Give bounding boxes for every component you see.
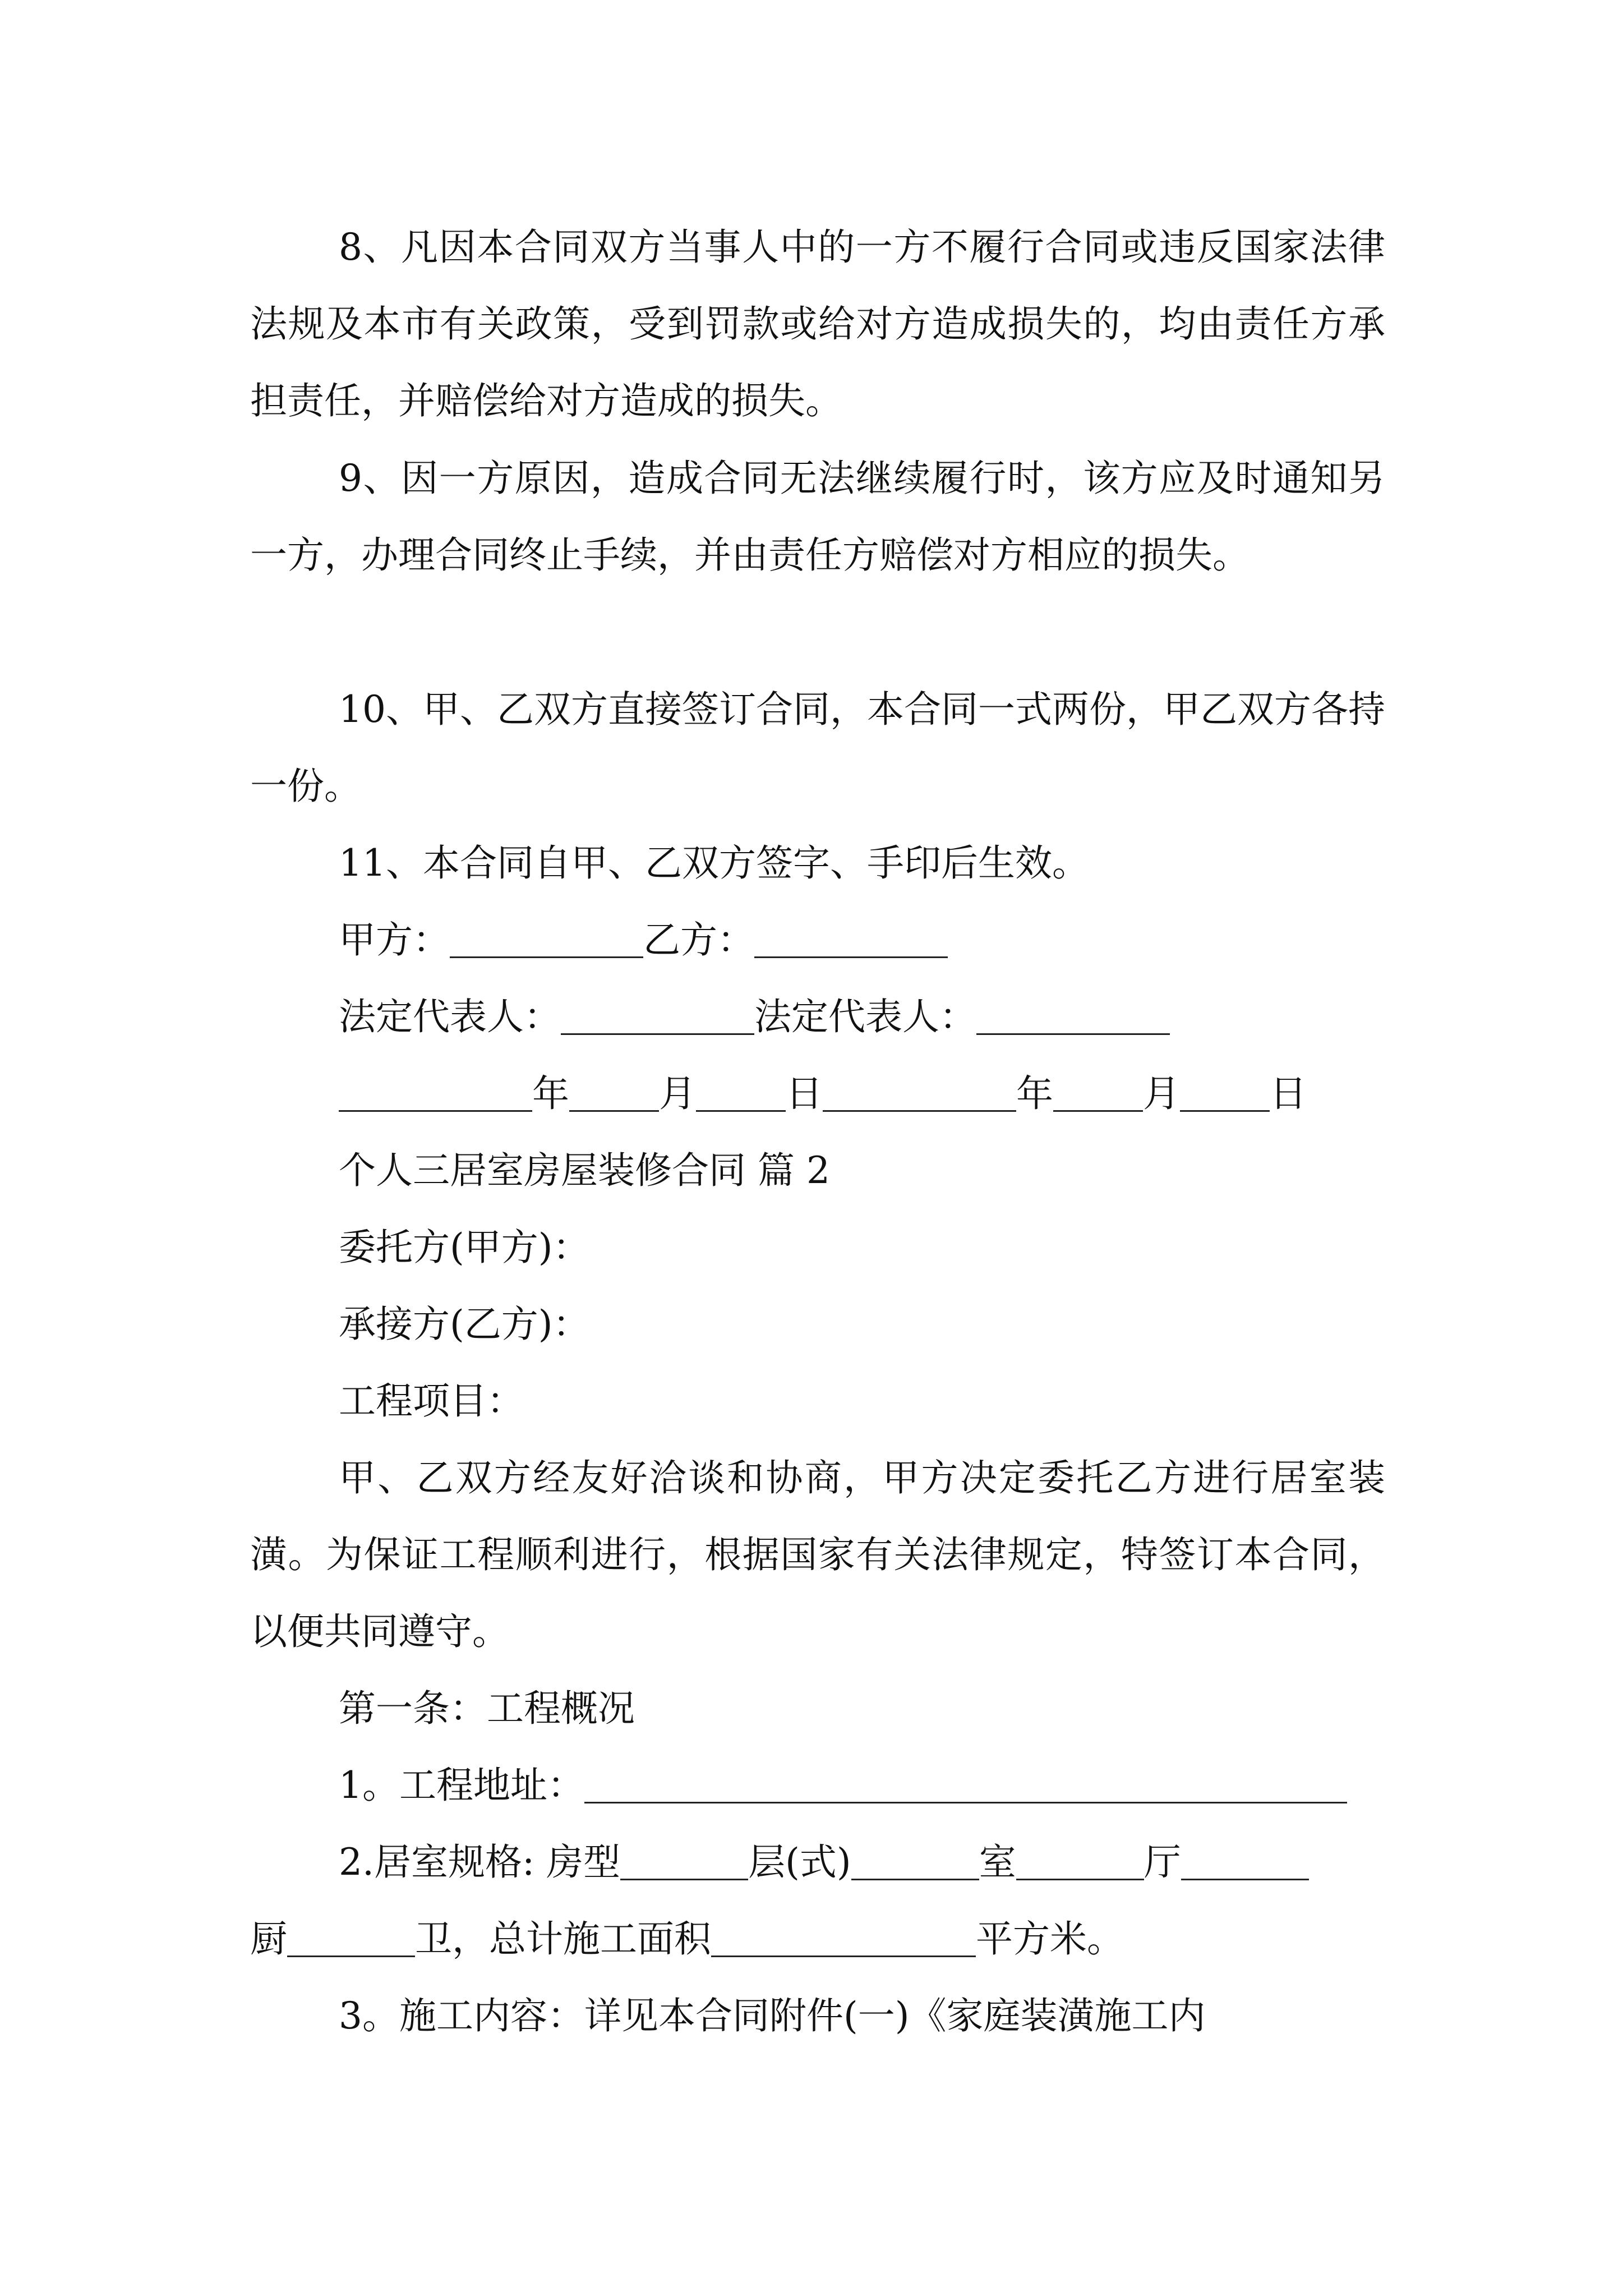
party-b-blank — [754, 917, 948, 958]
year-a-label: 年 — [532, 1072, 569, 1115]
rep-b-label: 法定代表人： — [754, 995, 976, 1038]
month-a-label: 月 — [659, 1072, 696, 1115]
rep-a-label: 法定代表人： — [339, 995, 561, 1038]
address-label: 1。工程地址： — [339, 1764, 584, 1807]
kitchen-label: 厨 — [250, 1917, 287, 1961]
month-b-blank — [1053, 1071, 1143, 1112]
hall-label: 厅 — [1144, 1841, 1181, 1884]
spec-line — [339, 1824, 1309, 1901]
floor-label: 层(式) — [748, 1841, 851, 1884]
day-a-label: 日 — [786, 1072, 823, 1115]
article-1-heading: 第一条：工程概况 — [339, 1687, 635, 1730]
spec-label: 2.居室规格: 房型 — [339, 1841, 621, 1884]
party-signature-line — [339, 901, 948, 978]
rep-a-blank — [561, 994, 754, 1035]
area-blank — [711, 1916, 976, 1957]
day-b-blank — [1180, 1071, 1270, 1112]
section-title: 个人三居室房屋装修合同 篇 2 — [339, 1149, 830, 1192]
contractor-label: 承接方(乙方)： — [339, 1303, 590, 1346]
year-b-blank — [823, 1071, 1016, 1112]
month-b-label: 月 — [1143, 1072, 1180, 1115]
hall-blank — [1181, 1839, 1309, 1880]
address-line — [339, 1747, 1347, 1824]
party-a-blank — [450, 917, 643, 958]
month-a-blank — [569, 1071, 659, 1112]
project-label: 工程项目： — [339, 1379, 524, 1423]
spec-line-2 — [250, 1901, 1124, 1977]
room-blank — [1016, 1839, 1144, 1880]
room-label: 室 — [979, 1841, 1016, 1884]
area-label: 卫，总计施工面积 — [415, 1917, 711, 1961]
floor-blank — [851, 1839, 979, 1880]
year-b-label: 年 — [1016, 1072, 1053, 1115]
kitchen-blank — [287, 1916, 415, 1957]
day-a-blank — [696, 1071, 786, 1112]
clause-10: 10、甲、乙双方直接签订合同，本合同一式两份，甲乙双方各持一份。 — [250, 688, 1385, 808]
client-label: 委托方(甲方)： — [339, 1226, 590, 1269]
clause-8: 8、凡因本合同双方当事人中的一方不履行合同或违反国家法律法规及本市有关政策，受到罚款或给对方造成损失的，均由责任方承担责任，并赔偿给对方造成的损失。 — [250, 226, 1385, 422]
content-line: 3。施工内容：详见本合同附件(一)《家庭装潢施工内 — [339, 1994, 1206, 2037]
year-a-blank — [339, 1071, 532, 1112]
sqm-label: 平方米。 — [976, 1917, 1124, 1961]
rep-b-blank — [976, 994, 1170, 1035]
clause-9: 9、因一方原因，造成合同无法继续履行时，该方应及时通知另一方，办理合同终止手续，并由责任方赔偿对方相应的损失。 — [250, 457, 1385, 577]
day-b-label: 日 — [1270, 1072, 1307, 1115]
type-blank — [620, 1839, 748, 1880]
intro-paragraph: 甲、乙双方经友好洽谈和协商，甲方决定委托乙方进行居室装潢。为保证工程顺利进行，根据国家有关法律规定，特签订本合同，以便共同遵守。 — [250, 1456, 1385, 1653]
representative-signature-line — [339, 978, 1170, 1055]
address-blank — [584, 1763, 1347, 1803]
date-line — [339, 1055, 1307, 1132]
clause-11: 11、本合同自甲、乙双方签字、手印后生效。 — [339, 841, 1089, 885]
party-a-label: 甲方： — [339, 918, 450, 961]
party-b-label: 乙方： — [643, 918, 754, 961]
